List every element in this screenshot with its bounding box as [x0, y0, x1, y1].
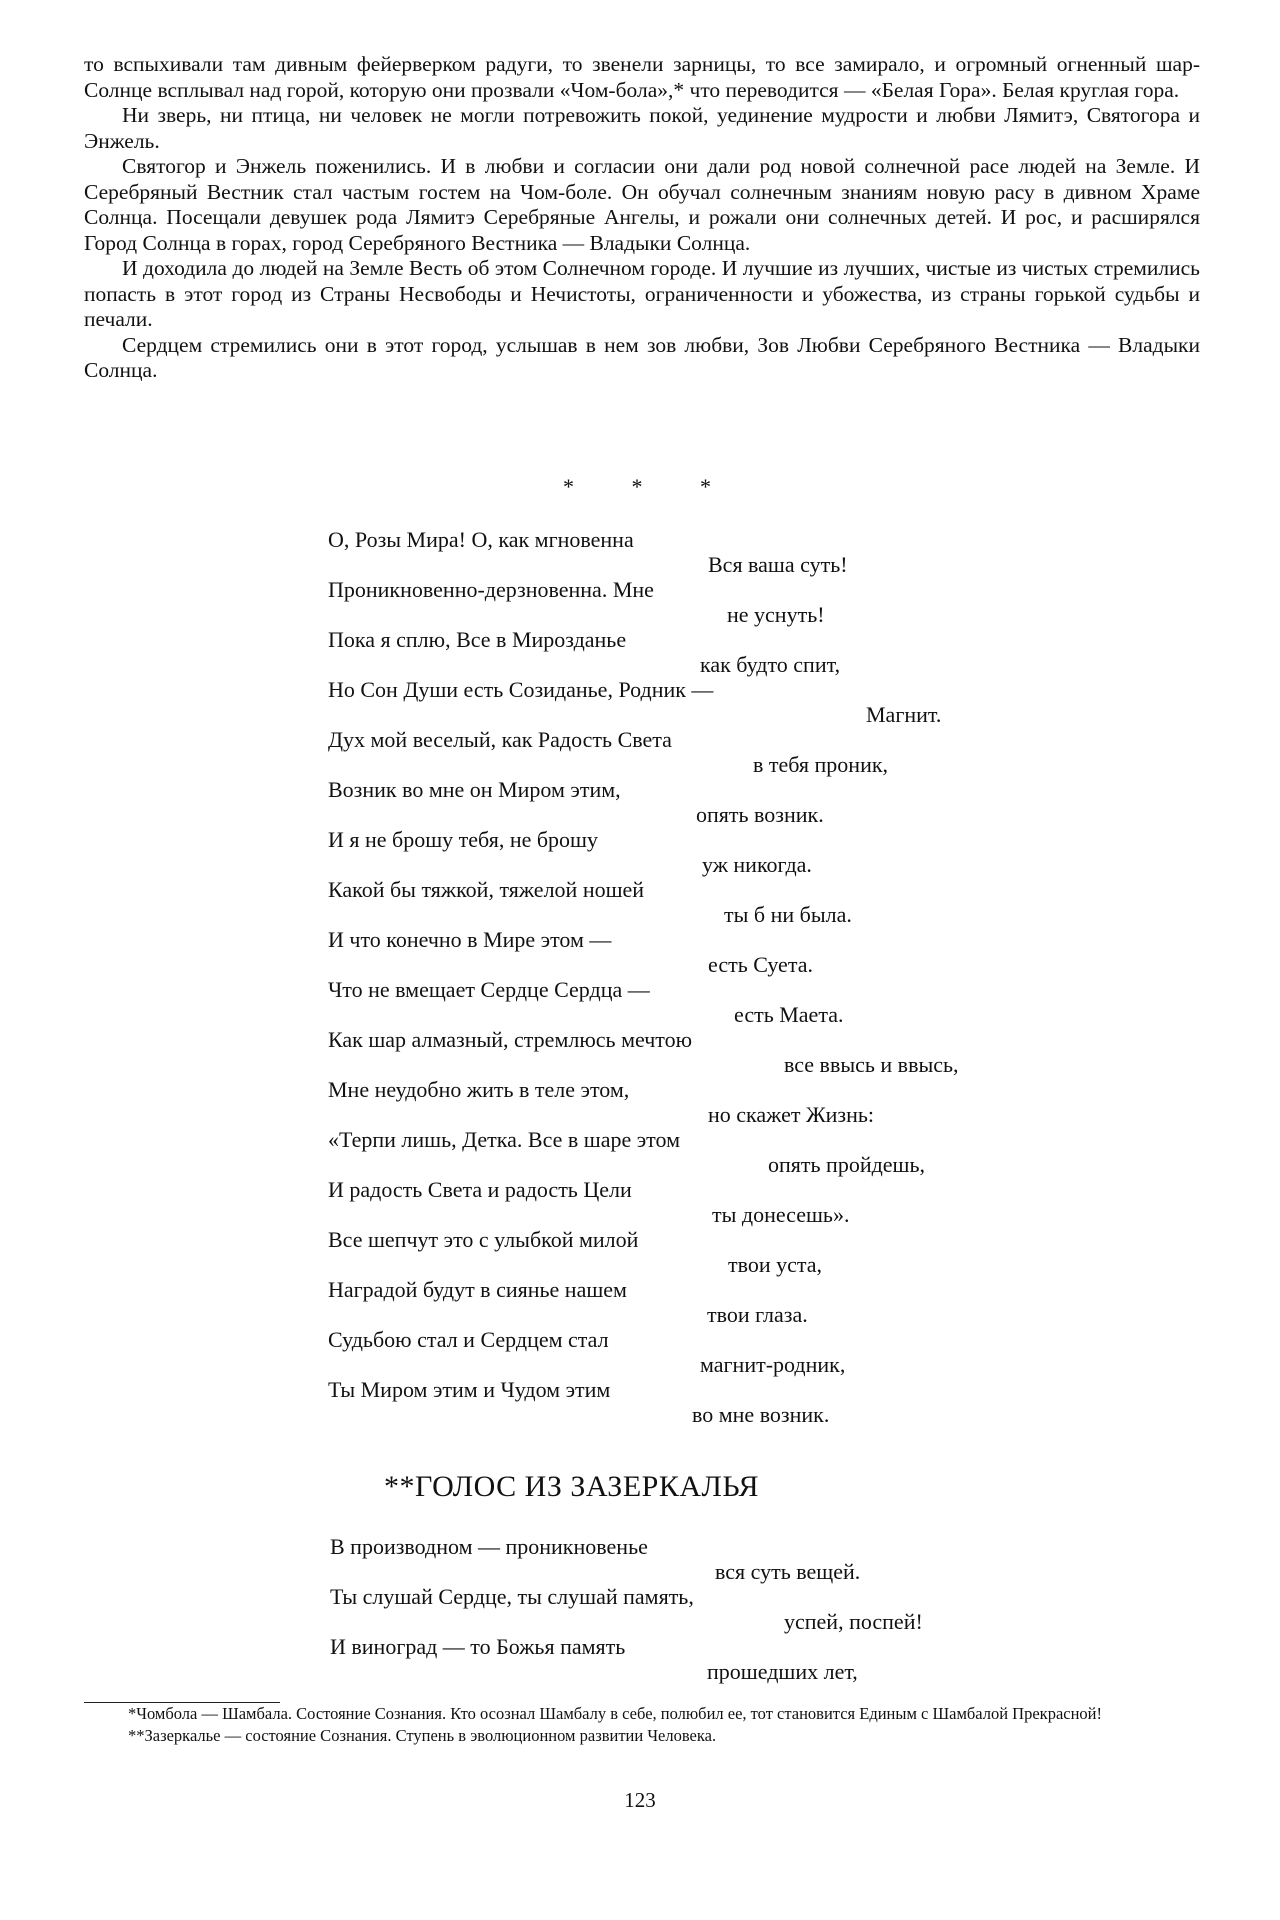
- paragraph: Сердцем стремились они в этот город, услышав в нем зов любви, Зов Любви Серебряного Вестника — Владыки Солнца.: [84, 332, 1200, 382]
- paragraph: Ни зверь, ни птица, ни человек не могли потревожить покой, уединение мудрости и любви Лямитэ, Святогора и Энжель.: [84, 103, 1200, 153]
- verse-line: опять возник.: [696, 802, 824, 827]
- prose-block: [84, 52, 1200, 384]
- verse-line: И радость Света и радость Цели: [328, 1177, 632, 1202]
- page-number: 123: [624, 1788, 656, 1812]
- verse-line: опять пройдешь,: [768, 1152, 926, 1177]
- verse-line: все ввысь и ввысь,: [784, 1052, 959, 1077]
- verse-line: Как шар алмазный, стремлюсь мечтою: [328, 1027, 693, 1052]
- verse-line: Какой бы тяжкой, тяжелой ношей: [328, 877, 645, 902]
- verse-line: как будто спит,: [700, 652, 841, 677]
- verse-line: Судьбою стал и Сердцем стал: [328, 1327, 609, 1352]
- footnote: *Чомбола — Шамбала. Состояние Сознания. Кто осознал Шамбалу в себе, полюбил ее, тот становится Единым с Шамбалой Прекрасной!: [128, 1704, 1102, 1723]
- verse-line: Ты слушай Сердце, ты слушай память,: [330, 1584, 694, 1609]
- verse-line: в тебя проник,: [753, 752, 889, 777]
- verse-line: Вся ваша суть!: [708, 552, 848, 577]
- footnotes: [84, 1703, 1200, 1747]
- verse-line: твои уста,: [728, 1252, 823, 1277]
- section-separator: * * *: [563, 474, 737, 499]
- verse-line: ты б ни была.: [724, 902, 852, 927]
- poem-heading: **ГОЛОС ИЗ ЗАЗЕРКАЛЬЯ: [384, 1470, 759, 1503]
- verse-line: ты донесешь».: [712, 1202, 850, 1227]
- verse-line: во мне возник.: [692, 1402, 830, 1427]
- verse-line: Наградой будут в сиянье нашем: [328, 1277, 627, 1302]
- verse-line: твои глаза.: [707, 1302, 808, 1327]
- verse-line: Проникновенно-дерзновенна. Мне: [328, 577, 654, 602]
- verse-line: О, Розы Мира! О, как мгновенна: [328, 527, 634, 552]
- verse-line: уж никогда.: [702, 852, 812, 877]
- verse-line: Мне неудобно жить в теле этом,: [328, 1077, 630, 1102]
- verse-line: Ты Миром этим и Чудом этим: [328, 1377, 611, 1402]
- verse-line: «Терпи лишь, Детка. Все в шаре этом: [328, 1127, 681, 1152]
- verse-line: Что не вмещает Сердце Сердца —: [328, 977, 650, 1002]
- verse-line: вся суть вещей.: [715, 1559, 861, 1584]
- footnote: **Зазеркалье — состояние Сознания. Ступень в эволюционном развитии Человека.: [128, 1726, 717, 1745]
- verse-line: Пока я сплю, Все в Мирозданье: [328, 627, 627, 652]
- verse-line: есть Маета.: [734, 1002, 844, 1027]
- verse-line: В производном — проникновенье: [330, 1534, 648, 1559]
- paragraph: то вспыхивали там дивным фейерверком радуги, то звенели зарницы, то все замирало, и огромный огненный шар-Солнце всплывал над горой, которую они прозвали «Чом-бола»,* что переводится — «Белая Гора». Белая круглая гора.: [84, 52, 1200, 102]
- paragraph: И доходила до людей на Земле Весть об этом Солнечном городе. И лучшие из лучших, чистые из чистых стремились попасть в этот город из Страны Несвободы и Нечистоты, ограниченности и убожества, из страны горькой судьбы и печали.: [84, 256, 1200, 331]
- verse-line: прошедших лет,: [707, 1659, 858, 1684]
- verse-line: И что конечно в Мире этом —: [328, 927, 612, 952]
- verse-line: Все шепчут это с улыбкой милой: [328, 1227, 639, 1252]
- verse-line: но скажет Жизнь:: [708, 1102, 875, 1127]
- verse-line: И виноград — то Божья память: [330, 1634, 626, 1659]
- verse-line: есть Суета.: [708, 952, 813, 977]
- verse-line: не уснуть!: [727, 602, 825, 627]
- verse-line: И я не брошу тебя, не брошу: [328, 827, 598, 852]
- verse-line: Магнит.: [866, 702, 942, 727]
- verse-line: Но Сон Души есть Созиданье, Родник —: [328, 677, 714, 702]
- verse-line: Возник во мне он Миром этим,: [328, 777, 621, 802]
- verse-line: Дух мой веселый, как Радость Света: [328, 727, 672, 752]
- paragraph: Святогор и Энжель поженились. И в любви и согласии они дали род новой солнечной расе людей на Земле. И Серебряный Вестник стал частым гостем на Чом-боле. Он обучал солнечным знаниям новую расу в дивном Храме Солнца. Посещали девушек рода Лямитэ Серебряные Ангелы, и рожали они солнечных детей. И рос, и расширялся Город Солнца в горах, город Серебряного Вестника — Владыки Солнца.: [84, 154, 1200, 255]
- verse-line: успей, поспей!: [784, 1609, 923, 1634]
- verse-line: магнит-родник,: [700, 1352, 846, 1377]
